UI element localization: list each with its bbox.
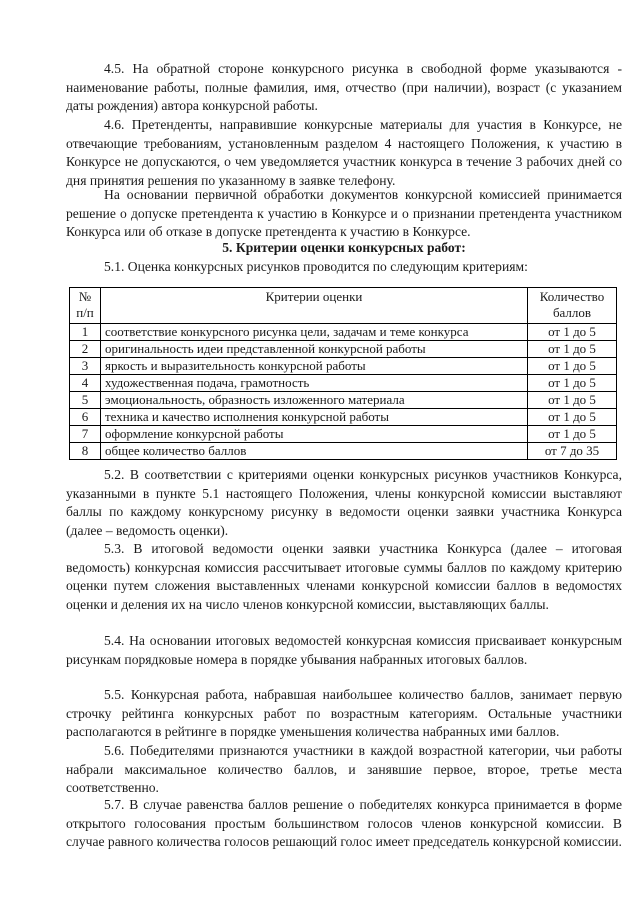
- criteria-table: [69, 287, 617, 460]
- row-score: от 1 до 5: [528, 341, 617, 358]
- table-header-row: [70, 288, 617, 324]
- paragraph-5-4: 5.4. На основании итоговых ведомостей конкурсная комиссия присваивает конкурсным рисункам порядковые номера в порядке убывания набранных итоговых баллов.: [66, 633, 622, 667]
- row-score: от 1 до 5: [528, 409, 617, 426]
- row-score: от 1 до 5: [528, 358, 617, 375]
- table-row: [70, 426, 617, 443]
- paragraph-5-3: 5.3. В итоговой ведомости оценки заявки участника Конкурса (далее – итоговая ведомость) конкурсная комиссия рассчитывает итоговые суммы баллов по каждому критерию оценки путем сложения выставленных членами конкурсной комиссии баллов в ведомостях оценки и деления их на число членов конкурсной комиссии, выставляющих баллы.: [66, 541, 622, 612]
- row-score: от 1 до 5: [528, 392, 617, 409]
- row-number: 5: [70, 392, 101, 409]
- row-score: от 1 до 5: [528, 324, 617, 341]
- header-criterion: Критерии оценки: [101, 288, 528, 324]
- row-criterion: соответствие конкурсного рисунка цели, задачам и теме конкурса: [101, 324, 528, 341]
- row-number: 8: [70, 443, 101, 460]
- table-row: [70, 375, 617, 392]
- row-number: 6: [70, 409, 101, 426]
- paragraph-4-5: 4.5. На обратной стороне конкурсного рисунка в свободной форме указываются - наименование работы, полные фамилия, имя, отчество (при наличии), возраст (с указанием даты рождения) автора конкурсной работы.: [66, 61, 622, 113]
- row-number: 7: [70, 426, 101, 443]
- row-criterion: яркость и выразительность конкурсной работы: [101, 358, 528, 375]
- table-row: [70, 358, 617, 375]
- row-number: 4: [70, 375, 101, 392]
- paragraph-5-7: 5.7. В случае равенства баллов решение о победителях конкурса принимается в форме открытого голосования простым большинством голосов членов конкурсной комиссии. В случае равного количества голосов решающий голос имеет председатель конкурсной комиссии.: [66, 797, 622, 849]
- table-row: [70, 409, 617, 426]
- header-num: № п/п: [70, 288, 101, 324]
- paragraph-5-6: 5.6. Победителями признаются участники в каждой возрастной категории, чьи работы набрали максимальное количество баллов, и занявшие первое, второе, третье места соответственно.: [66, 743, 622, 795]
- row-criterion: оригинальность идеи представленной конкурсной работы: [101, 341, 528, 358]
- criteria-table-body: [70, 324, 617, 460]
- section-title: 5. Критерии оценки конкурсных работ:: [222, 240, 466, 255]
- paragraph-5-5: 5.5. Конкурсная работа, набравшая наибольшее количество баллов, занимает первую строчку рейтинга конкурсных работ по возрастным категориям. Остальные участники располагаются в рейтинге в порядке уменьшения количества набранных ими баллов.: [66, 687, 622, 739]
- table-row: [70, 324, 617, 341]
- row-criterion: оформление конкурсной работы: [101, 426, 528, 443]
- row-criterion: художественная подача, грамотность: [101, 375, 528, 392]
- row-criterion: эмоциональность, образность изложенного материала: [101, 392, 528, 409]
- paragraph-5-2: 5.2. В соответствии с критериями оценки конкурсных рисунков участников Конкурса, указанными в пункте 5.1 настоящего Положения, члены конкурсной комиссии выставляют баллы по каждому конкурсному рисунку в ведомости оценки заявки участника Конкурса (далее – ведомость оценки).: [66, 467, 622, 538]
- header-score: Количество баллов: [528, 288, 617, 324]
- row-criterion: общее количество баллов: [101, 443, 528, 460]
- row-score: от 1 до 5: [528, 426, 617, 443]
- table-row: [70, 341, 617, 358]
- row-score: от 1 до 5: [528, 375, 617, 392]
- row-criterion: техника и качество исполнения конкурсной работы: [101, 409, 528, 426]
- paragraph-4-6: 4.6. Претенденты, направившие конкурсные материалы для участия в Конкурсе, не отвечающие требованиям, установленным разделом 4 настоящего Положения, к участию в Конкурсе не допускаются, о чем уведомляется участник конкурса в течение 3 рабочих дней со дня принятия решения по указанному в заявке телефону.: [66, 117, 622, 188]
- table-row: [70, 443, 617, 460]
- paragraph-5-1: 5.1. Оценка конкурсных рисунков проводится по следующим критериям:: [104, 259, 528, 274]
- row-score: от 7 до 35: [528, 443, 617, 460]
- row-number: 1: [70, 324, 101, 341]
- row-number: 3: [70, 358, 101, 375]
- row-number: 2: [70, 341, 101, 358]
- table-row: [70, 392, 617, 409]
- paragraph-primary-processing: На основании первичной обработки документов конкурсной комиссией принимается решение о допуске претендента к участию в Конкурсе и о признании претендента участником Конкурса или об отказе в допуске претендента к участию в Конкурсе.: [66, 187, 622, 239]
